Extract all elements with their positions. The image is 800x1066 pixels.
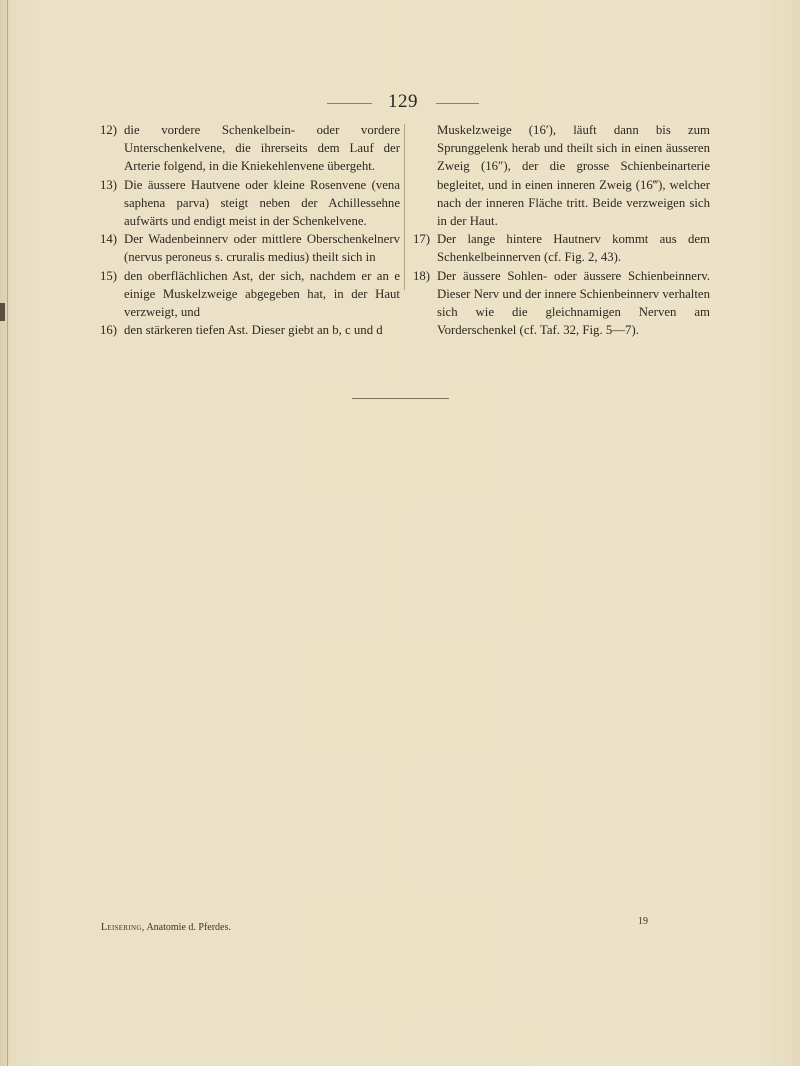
- section-end-rule: [352, 398, 449, 399]
- footer-title: Anatomie d. Pferdes.: [146, 922, 231, 933]
- left-column: [100, 121, 400, 339]
- signature-mark: 19: [638, 916, 648, 927]
- item-text: Der Wadenbeinnerv oder mittlere Oberschenkelnerv (nervus peroneus s. cruralis medius) theilt sich in: [124, 232, 400, 265]
- footer-author: Leisering,: [101, 922, 145, 933]
- footer-imprint: [101, 922, 231, 933]
- item-text: den stärkeren tiefen Ast. Dieser giebt an b, c und d: [124, 323, 383, 338]
- list-item-17: [413, 230, 710, 266]
- item-number: 17): [413, 232, 431, 247]
- list-item-16: [100, 321, 400, 339]
- list-item-14: [100, 230, 400, 266]
- item-text: die vordere Schenkelbein- oder vordere Unterschenkelvene, die ihrerseits dem Lauf der Arterie folgend, in die Kniekehlenvene übergeht.: [124, 123, 400, 174]
- item-text: Die äussere Hautvene oder kleine Rosenvene (vena saphena parva) steigt neben der Achillessehne aufwärts und endigt meist in der Schenkelvene.: [124, 177, 400, 229]
- column-divider: [404, 124, 405, 290]
- right-column: [413, 121, 710, 339]
- item-number: 15): [100, 268, 118, 283]
- item-number: 12): [100, 123, 118, 137]
- list-item-15: [100, 267, 400, 322]
- binding-edge: [7, 0, 8, 1066]
- page-number: 129: [388, 91, 418, 112]
- item-number: 18): [413, 268, 431, 283]
- header-rule-left: [327, 103, 372, 104]
- item-number: 16): [100, 323, 118, 338]
- item-text: Der lange hintere Hautnerv kommt aus dem Schenkelbeinnerven (cf. Fig. 2, 43).: [437, 232, 710, 265]
- list-item-12: [100, 121, 400, 176]
- item-number: 14): [100, 232, 118, 247]
- item-text: Der äussere Sohlen- oder äussere Schienbeinnerv. Dieser Nerv und der innere Schienbeinnerv verhalten sich wie die gleichnamigen Nerven am Vorderschenkel (cf. Taf. 32, Fig. 5—7).: [437, 268, 710, 338]
- item-number: 13): [100, 177, 118, 192]
- page-header: [0, 91, 800, 115]
- continued-paragraph: Muskelzweige (16′), läuft dann bis zum Sprunggelenk herab und theilt sich in einen äusseren Zweig (16″), der die grosse Schienbeinarterie begleitet, und in einen inneren Zweig (16‴), welcher nach der inneren Fläche tritt. Beide verzweigen sich in der Haut.: [437, 123, 710, 229]
- list-item-18: [413, 267, 710, 340]
- item-text: den oberflächlichen Ast, der sich, nachdem er an e einige Muskelzweige abgegeben hat, in der Haut verzweigt, und: [124, 268, 400, 320]
- binding-notch: [0, 303, 5, 321]
- list-item-13: [100, 176, 400, 231]
- header-rule-right: [436, 103, 479, 104]
